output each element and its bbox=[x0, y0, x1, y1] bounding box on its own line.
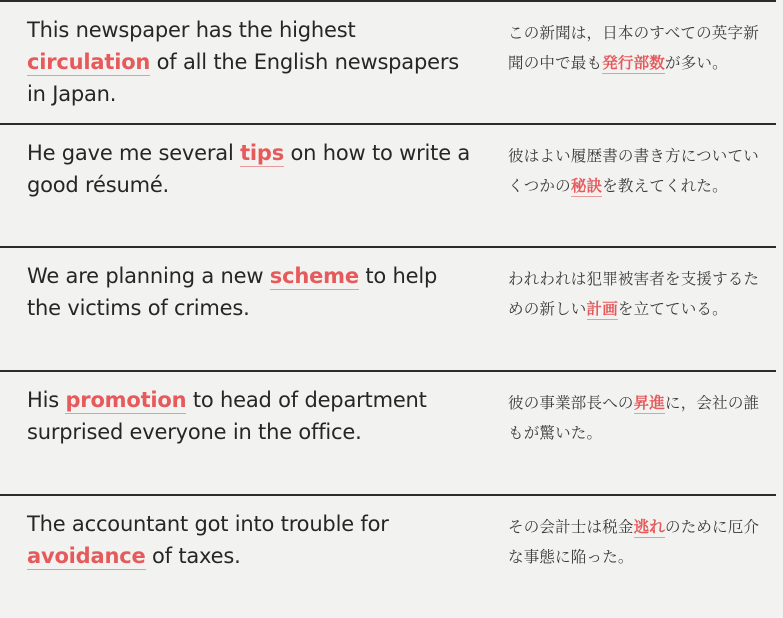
highlighted-translation-word: 計画 bbox=[586, 300, 618, 318]
sentence-text-after: on how to write a good résumé. bbox=[27, 141, 471, 197]
divider-rule bbox=[0, 494, 776, 496]
sentence-text-after: of all the English newspapers in Japan. bbox=[27, 50, 460, 106]
sentence-text-before: The accountant got into trouble for bbox=[27, 512, 389, 536]
translation-text-after: を立てている。 bbox=[617, 300, 728, 318]
translation-text-before: われわれは犯罪被害者を支援するための新しい bbox=[508, 270, 760, 318]
highlighted-vocab-word: avoidance bbox=[27, 544, 146, 568]
translation-text-after: のために厄介な事態に陥った。 bbox=[508, 518, 760, 566]
sentence-text-after: to help the victims of crimes. bbox=[27, 264, 438, 320]
divider-rule bbox=[0, 0, 776, 2]
japanese-translation bbox=[508, 264, 770, 324]
translation-text-after: が多い。 bbox=[665, 54, 728, 72]
divider-rule bbox=[0, 246, 776, 248]
highlighted-vocab-word: scheme bbox=[269, 264, 359, 288]
japanese-translation bbox=[508, 512, 770, 572]
translation-text-before: 彼はよい履歴書の書き方についていくつかの bbox=[508, 147, 759, 195]
highlighted-vocab-word: circulation bbox=[27, 50, 151, 74]
english-sentence bbox=[27, 508, 477, 572]
highlighted-vocab-word: promotion bbox=[65, 388, 187, 412]
sentence-text-before: He gave me several bbox=[27, 141, 241, 165]
translation-text-after: を教えてくれた。 bbox=[602, 177, 728, 195]
highlighted-vocab-word: tips bbox=[240, 141, 285, 165]
highlighted-translation-word: 逃れ bbox=[633, 518, 666, 536]
japanese-translation bbox=[508, 141, 770, 201]
highlighted-translation-word: 発行部数 bbox=[602, 54, 666, 72]
translation-text-before: 彼の事業部長への bbox=[508, 394, 634, 412]
english-sentence bbox=[27, 384, 477, 448]
translation-text-before: この新聞は，日本のすべての英字新聞の中で最も bbox=[508, 24, 759, 72]
divider-rule bbox=[0, 123, 776, 125]
translation-text-before: その会計士は税金 bbox=[508, 518, 634, 536]
sentence-text-before: We are planning a new bbox=[27, 264, 270, 288]
english-sentence bbox=[27, 137, 477, 201]
sentence-text-after: of taxes. bbox=[145, 544, 241, 568]
sentence-text-before: This newspaper has the highest bbox=[27, 18, 356, 42]
sentence-text-before: His bbox=[27, 388, 66, 412]
sentence-text-after: to head of department surprised everyone in the office. bbox=[27, 388, 427, 444]
divider-rule bbox=[0, 370, 776, 372]
highlighted-translation-word: 秘訣 bbox=[570, 177, 603, 195]
highlighted-translation-word: 昇進 bbox=[633, 394, 666, 412]
japanese-translation bbox=[508, 388, 770, 448]
translation-text-after: に，会社の誰もが驚いた。 bbox=[508, 394, 760, 442]
english-sentence bbox=[27, 260, 477, 324]
english-sentence bbox=[27, 14, 477, 110]
japanese-translation bbox=[508, 18, 770, 78]
